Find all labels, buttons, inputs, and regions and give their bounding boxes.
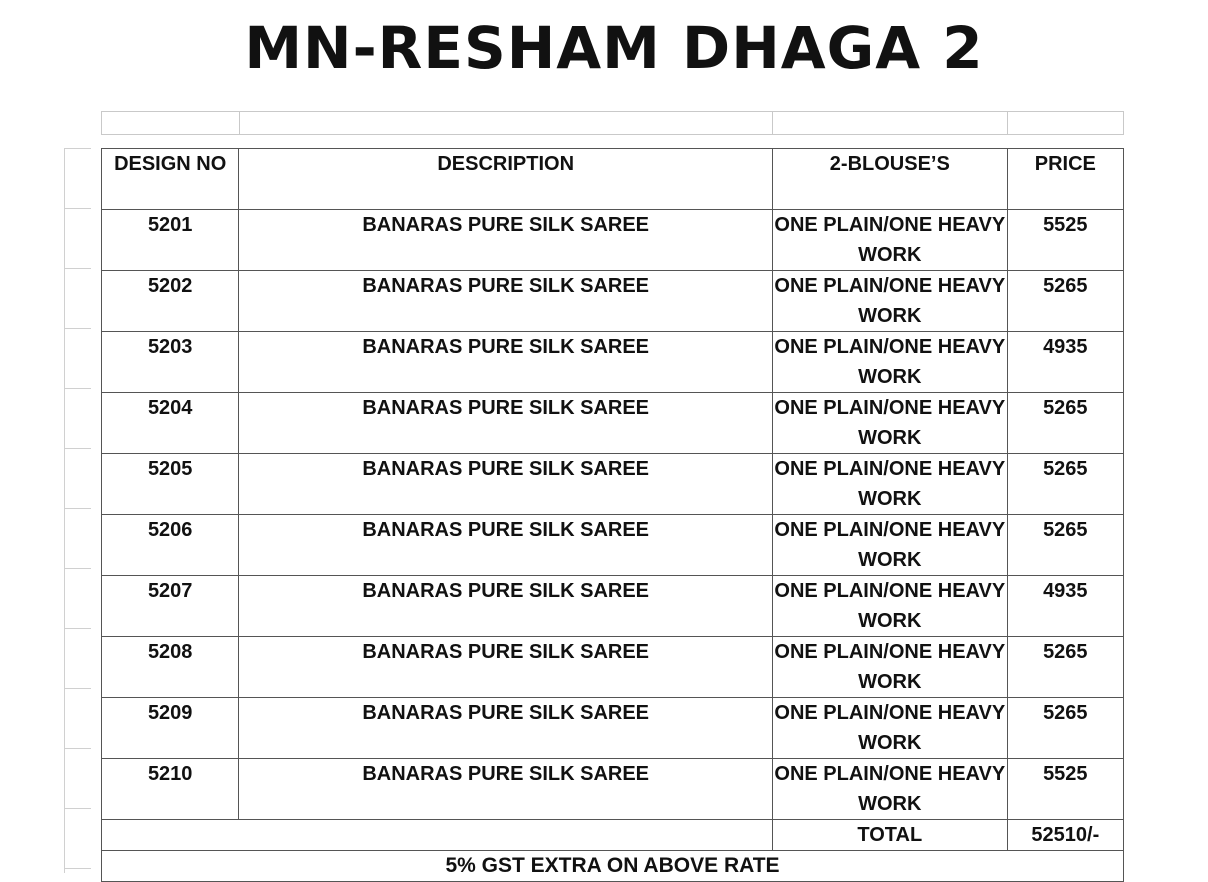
cell-description: BANARAS PURE SILK SAREE [239, 271, 773, 332]
cell-price: 5265 [1007, 515, 1123, 576]
table-row [102, 698, 1124, 759]
header-blouses: 2-BLOUSE’S [772, 149, 1007, 210]
cell-blouse: ONE PLAIN/ONE HEAVY WORK [772, 393, 1007, 454]
cell-design-no: 5204 [102, 393, 239, 454]
table-header-row [102, 149, 1124, 210]
table-row [102, 271, 1124, 332]
row-header-line [65, 268, 91, 269]
cell-price: 5265 [1007, 698, 1123, 759]
cell-design-no: 5205 [102, 454, 239, 515]
cell-blouse: ONE PLAIN/ONE HEAVY WORK [772, 759, 1007, 820]
cell-description: BANARAS PURE SILK SAREE [239, 454, 773, 515]
row-header-line [65, 328, 91, 329]
cell-price: 4935 [1007, 332, 1123, 393]
header-description: DESCRIPTION [239, 149, 773, 210]
cell-description: BANARAS PURE SILK SAREE [239, 332, 773, 393]
cell-price: 5265 [1007, 393, 1123, 454]
grid-cell [239, 111, 773, 135]
price-table [101, 148, 1124, 882]
header-design-no: DESIGN NO [102, 149, 239, 210]
cell-price: 5265 [1007, 454, 1123, 515]
cell-description: BANARAS PURE SILK SAREE [239, 515, 773, 576]
row-header-line [65, 448, 91, 449]
table-row [102, 637, 1124, 698]
grid-cell [101, 111, 240, 135]
cell-design-no: 5201 [102, 210, 239, 271]
row-header-line [65, 868, 91, 869]
cell-description: BANARAS PURE SILK SAREE [239, 576, 773, 637]
cell-blouse: ONE PLAIN/ONE HEAVY WORK [772, 454, 1007, 515]
cell-design-no: 5209 [102, 698, 239, 759]
cell-price: 5265 [1007, 271, 1123, 332]
row-header-line [65, 748, 91, 749]
cell-design-no: 5208 [102, 637, 239, 698]
page-title: MN-RESHAM DHAGA 2 [244, 14, 984, 82]
cell-price: 5525 [1007, 759, 1123, 820]
cell-blouse: ONE PLAIN/ONE HEAVY WORK [772, 210, 1007, 271]
cell-blouse: ONE PLAIN/ONE HEAVY WORK [772, 698, 1007, 759]
cell-blouse: ONE PLAIN/ONE HEAVY WORK [772, 637, 1007, 698]
table-row [102, 210, 1124, 271]
cell-blouse: ONE PLAIN/ONE HEAVY WORK [772, 515, 1007, 576]
cell-design-no: 5202 [102, 271, 239, 332]
table-row [102, 393, 1124, 454]
grid-cell [1007, 111, 1124, 135]
cell-blouse: ONE PLAIN/ONE HEAVY WORK [772, 332, 1007, 393]
total-value: 52510/- [1007, 820, 1123, 851]
cell-design-no: 5206 [102, 515, 239, 576]
cell-design-no: 5210 [102, 759, 239, 820]
cell-description: BANARAS PURE SILK SAREE [239, 393, 773, 454]
table-row [102, 332, 1124, 393]
cell-price: 5525 [1007, 210, 1123, 271]
row-header-line [65, 808, 91, 809]
spreadsheet-row-header-strip [64, 148, 91, 873]
cell-price: 5265 [1007, 637, 1123, 698]
cell-description: BANARAS PURE SILK SAREE [239, 698, 773, 759]
row-header-line [65, 208, 91, 209]
row-header-line [65, 148, 91, 149]
row-header-line [65, 628, 91, 629]
gst-note: 5% GST EXTRA ON ABOVE RATE [102, 851, 1124, 882]
row-header-line [65, 388, 91, 389]
table-row [102, 759, 1124, 820]
table-row [102, 454, 1124, 515]
gst-note-row [102, 851, 1124, 882]
row-header-line [65, 508, 91, 509]
cell-description: BANARAS PURE SILK SAREE [239, 637, 773, 698]
cell-description: BANARAS PURE SILK SAREE [239, 759, 773, 820]
table-row [102, 576, 1124, 637]
cell-design-no: 5207 [102, 576, 239, 637]
grid-cell [772, 111, 1008, 135]
header-price: PRICE [1007, 149, 1123, 210]
row-header-line [65, 688, 91, 689]
cell-blouse: ONE PLAIN/ONE HEAVY WORK [772, 576, 1007, 637]
total-label: TOTAL [772, 820, 1007, 851]
cell-design-no: 5203 [102, 332, 239, 393]
cell-price: 4935 [1007, 576, 1123, 637]
cell-description: BANARAS PURE SILK SAREE [239, 210, 773, 271]
total-row [102, 820, 1124, 851]
table-row [102, 515, 1124, 576]
cell-blouse: ONE PLAIN/ONE HEAVY WORK [772, 271, 1007, 332]
row-header-line [65, 568, 91, 569]
total-empty-cell [102, 820, 773, 851]
